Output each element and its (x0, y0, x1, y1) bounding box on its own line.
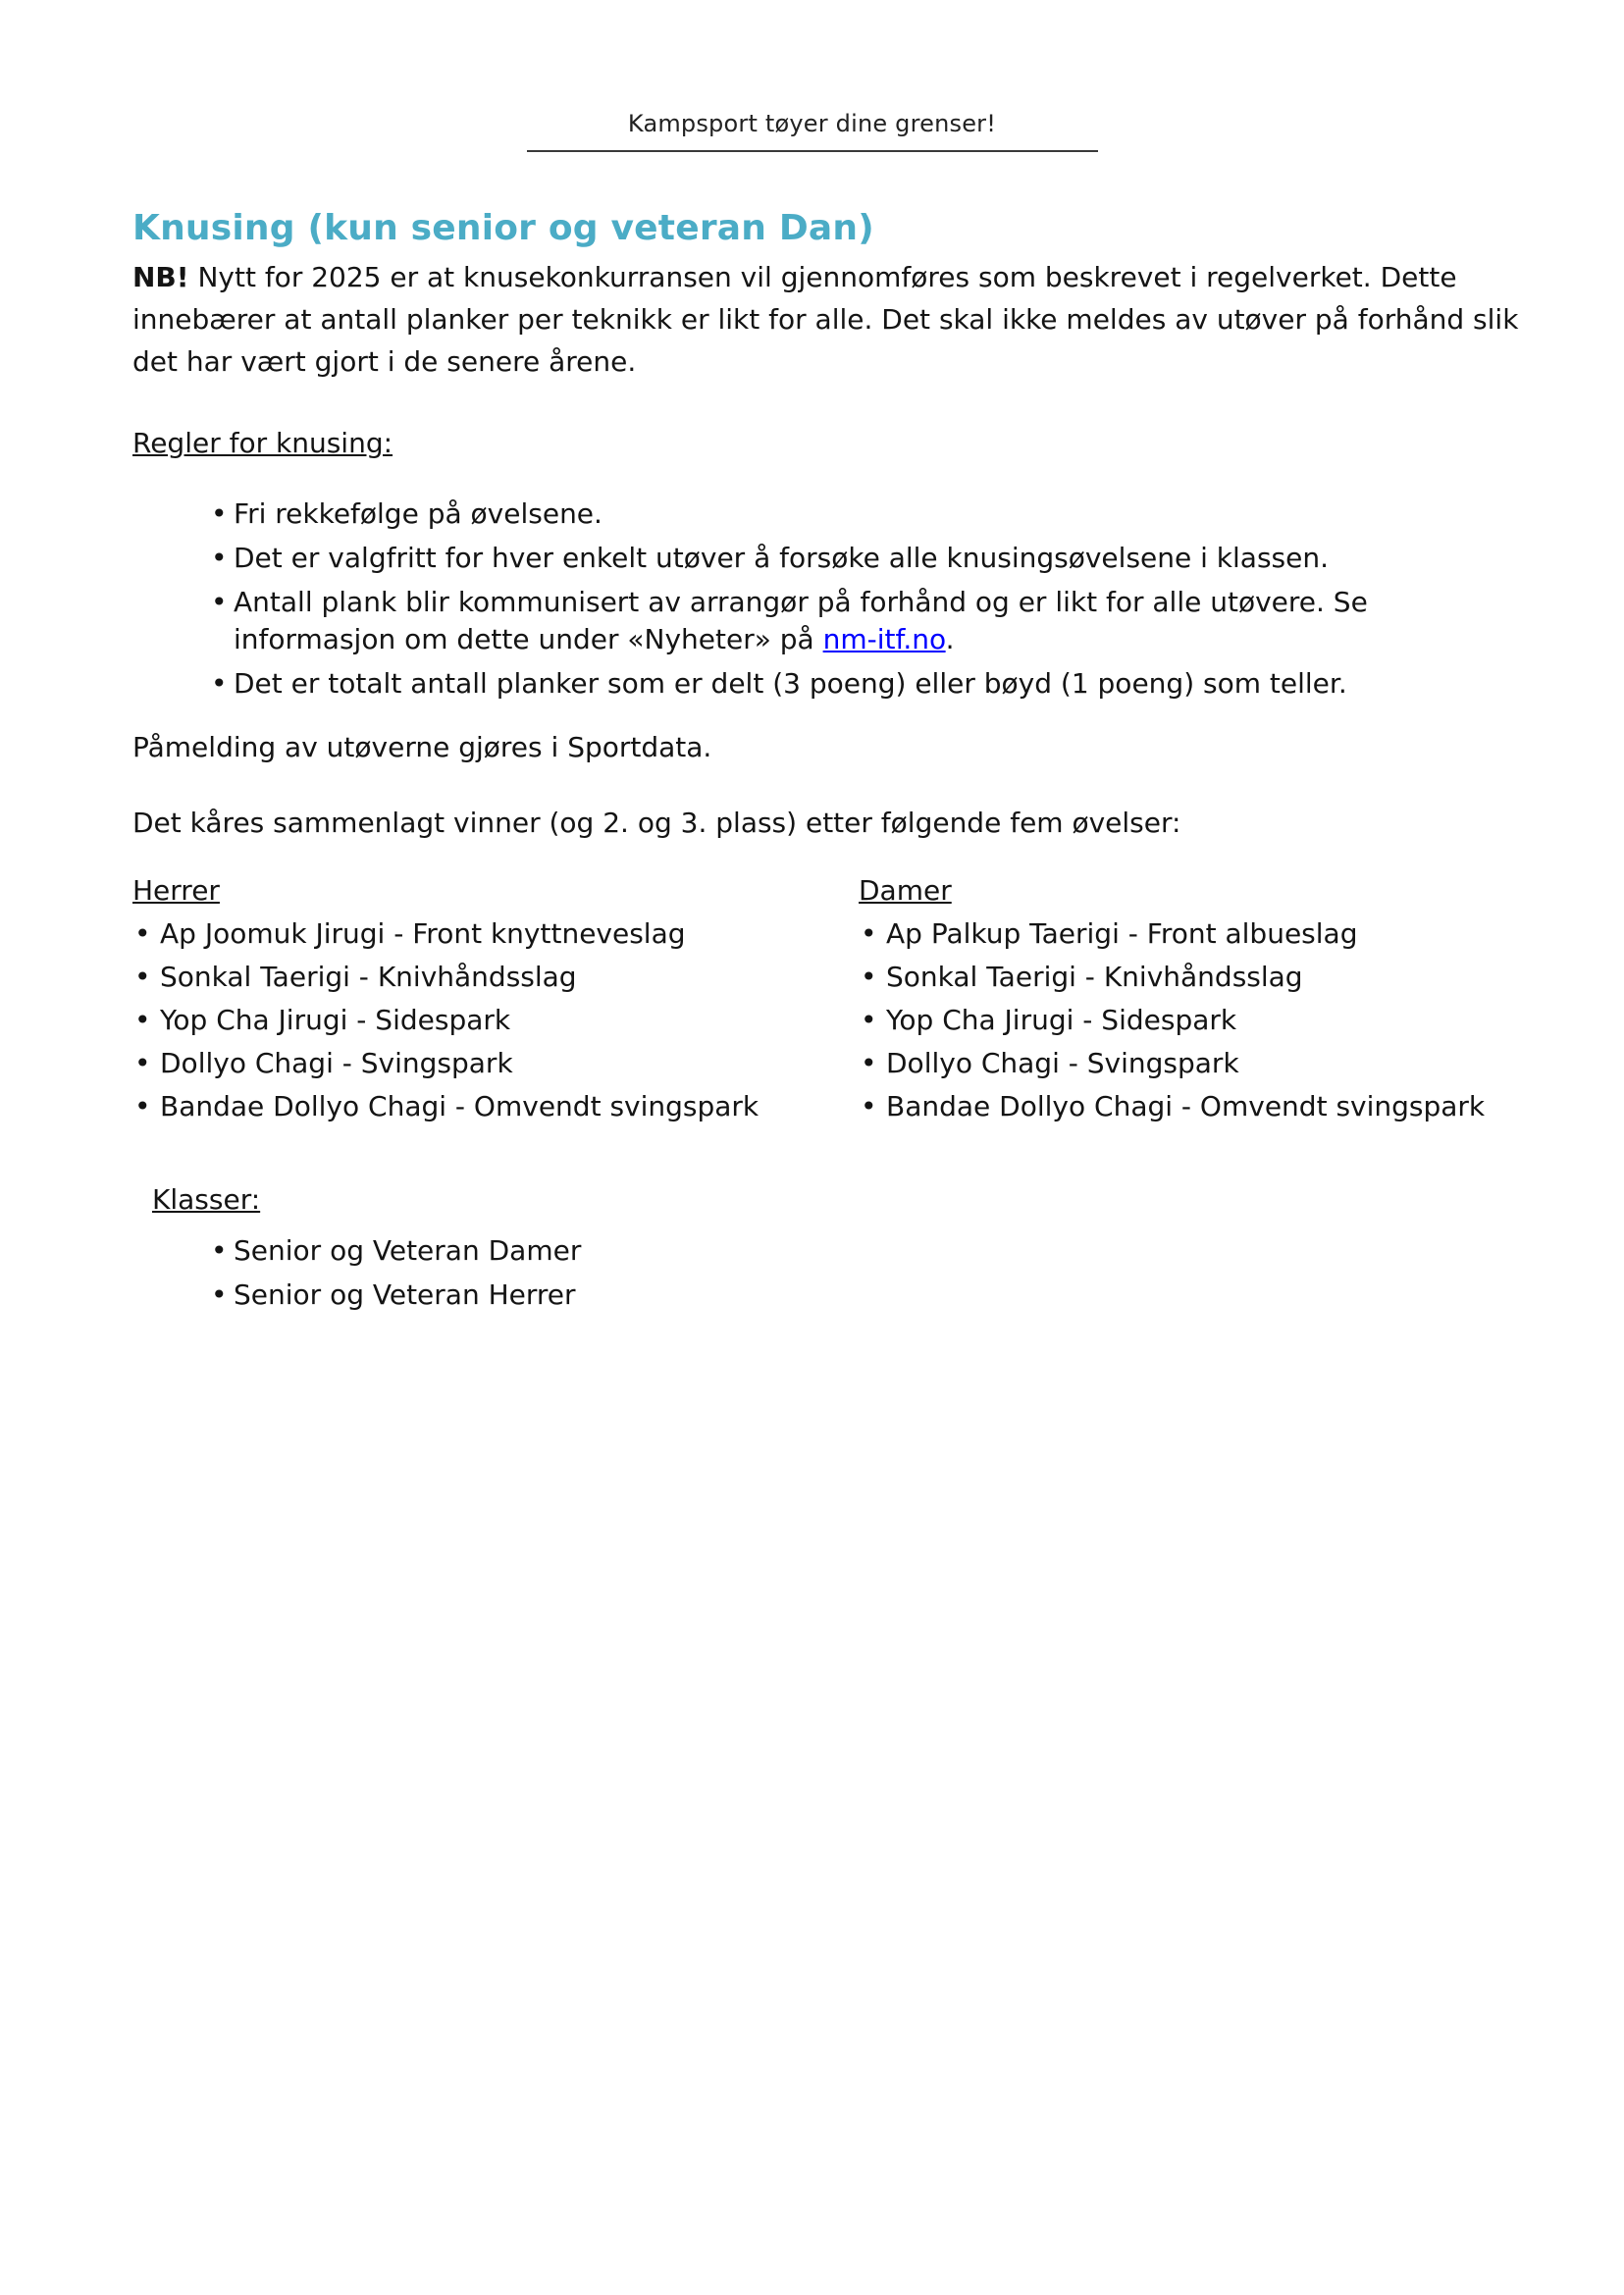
list-item: • Sonkal Taerigi - Knivhåndsslag (132, 959, 859, 996)
list-item: • Dollyo Chagi - Svingspark (859, 1045, 1585, 1082)
list-item: • Det er totalt antall planker som er delt (3 poeng) eller bøyd (1 poeng) som teller. (211, 665, 1526, 703)
list-item: • Yop Cha Jirugi - Sidespark (859, 1002, 1585, 1039)
list-item (211, 584, 1526, 658)
rules-list (132, 496, 1526, 703)
rule-text-before-link: Antall plank blir kommunisert av arrangør på forhånd og er likt for alle utøvere. Se informasjon om dette under «Nyheter» på (234, 586, 1368, 655)
intro-text: Nytt for 2025 er at knusekonkurransen vil gjennomføres som beskrevet i regelverket. Dette innebærer at antall planker per teknikk er likt for alle. Det skal ikke meldes av utøver på forhånd slik det har vært gjort i de senere årene. (132, 261, 1519, 378)
list-item: • Senior og Veteran Damer (211, 1232, 1526, 1270)
classes-list (132, 1232, 1526, 1314)
men-exercise-list (132, 915, 859, 1125)
men-heading: Herrer (132, 874, 220, 907)
classes-section (132, 1178, 1526, 1314)
list-item: • Yop Cha Jirugi - Sidespark (132, 1002, 859, 1039)
list-item: • Sonkal Taerigi - Knivhåndsslag (859, 959, 1585, 996)
nm-itf-link[interactable]: nm-itf.no (822, 623, 946, 655)
winner-note: Det kåres sammenlagt vinner (og 2. og 3. plass) etter følgende fem øvelser: (132, 807, 1181, 839)
list-item: • Bandae Dollyo Chagi - Omvendt svingspark (132, 1088, 859, 1125)
women-column (859, 869, 1585, 1131)
list-item: • Bandae Dollyo Chagi - Omvendt svingspark (859, 1088, 1585, 1125)
rule-text-after-link: . (945, 623, 955, 655)
classes-heading: Klasser: (152, 1183, 261, 1216)
rules-heading: Regler for knusing: (132, 427, 393, 459)
registration-note: Påmelding av utøverne gjøres i Sportdata. (132, 731, 712, 763)
exercise-columns (132, 869, 1526, 1131)
header-tagline: Kampsport tøyer dine grenser! (627, 110, 997, 137)
men-column (132, 869, 859, 1131)
header-tagline-block (527, 106, 1098, 152)
page-header (0, 106, 1624, 152)
intro-paragraph (132, 256, 1526, 383)
list-item: • Det er valgfritt for hver enkelt utøver å forsøke alle knusingsøvelsene i klassen. (211, 540, 1526, 577)
women-exercise-list (859, 915, 1585, 1125)
list-item: • Fri rekkefølge på øvelsene. (211, 496, 1526, 533)
list-item: • Ap Palkup Taerigi - Front albueslag (859, 915, 1585, 953)
nb-label: NB! (132, 261, 189, 293)
document-body (0, 207, 1624, 1314)
list-item: • Dollyo Chagi - Svingspark (132, 1045, 859, 1082)
page-title: Knusing (kun senior og veteran Dan) (132, 208, 874, 248)
list-item: • Senior og Veteran Herrer (211, 1277, 1526, 1314)
women-heading: Damer (859, 874, 952, 907)
list-item: • Ap Joomuk Jirugi - Front knyttneveslag (132, 915, 859, 953)
